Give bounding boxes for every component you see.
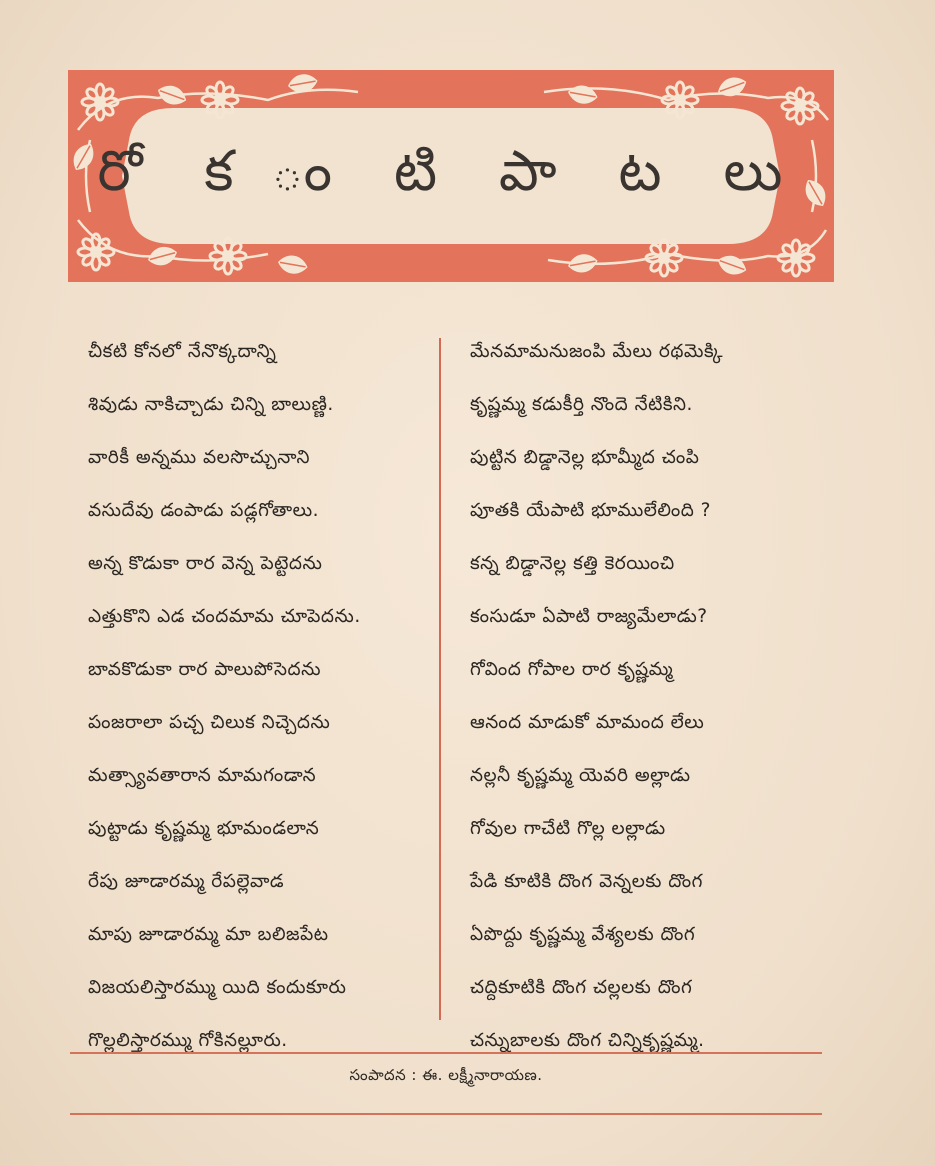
poem-line: బావకొడుకా రార పాలుపోసెదను (88, 659, 321, 680)
footer-rule-bottom (70, 1113, 822, 1115)
poem-line: పంజరాలా పచ్చ చిలుక నిచ్చెదను (88, 712, 331, 733)
footer-rule-top (70, 1052, 822, 1054)
poem-line: మేనమామనుజంపి మేలు రథమెక్కి (470, 341, 724, 362)
poem-line: గోవుల గాచేటి గొల్ల లల్లాడు (470, 818, 666, 839)
poem-line: మాపు జూడారమ్మ మా బలిజపేట (88, 924, 329, 945)
poem-column-right (470, 325, 830, 1067)
editor-credit: సంపాదన : ఈ. లక్ష్మీనారాయణ. (349, 1066, 543, 1084)
poem-line: ఆనంద మాడుకో మామంద లేలు (470, 712, 705, 733)
poem-line: పుట్టాడు కృష్ణమ్మ భూమండలాన (88, 818, 320, 839)
poem-line: ఏపొద్దు కృష్ణమ్మ వేశ్యలకు దొంగ (470, 924, 696, 945)
poem-line: ఎత్తుకొని ఎడ చందమామ చూపెదను. (88, 606, 361, 627)
poem-line: నల్లనీ కృష్ణమ్మ యెవరి అల్లాడు (470, 765, 691, 786)
column-divider (439, 338, 441, 1020)
poem-line: విజయలిస్తారమ్ము యిది కందుకూరు (88, 977, 347, 998)
poem-line: అన్న కొడుకా రార వెన్న పెట్టెదను (88, 553, 323, 574)
poem-line: చీకటి కోనలో నేనొక్కదాన్ని (88, 341, 277, 362)
title-banner (68, 70, 834, 282)
poem-line: మత్స్యావతారాన మామగండాన (88, 765, 317, 786)
poem-line: శివుడు నాకిచ్చాడు చిన్ని బాలుణ్ణి. (88, 394, 334, 415)
poem-line: గొల్లలిస్తారమ్ము గోకినల్లూరు. (88, 1030, 288, 1051)
poem-line: చన్నుబాలకు దొంగ చిన్నికృష్ణమ్మ. (470, 1030, 705, 1051)
poem-line: వసుదేవు డంపాడు పడ్లగోతాలు. (88, 500, 320, 521)
poem-line: కృష్ణమ్మ కడుకీర్తి నొందె నేటికిని. (470, 394, 693, 415)
poem-line: రేపు జూడారమ్మ రేపల్లెవాడ (88, 871, 285, 892)
poem-line: కంసుడూ ఏపాటి రాజ్యమేలాడు? (470, 606, 708, 627)
poem-column-left (88, 325, 428, 1067)
poem-line: గోవింద గోపాల రార కృష్ణమ్మ (470, 659, 674, 680)
poem-line: పూతకి యేపాటి భూములేలింది ? (470, 500, 711, 521)
poem-line: కన్న బిడ్డానెల్ల కత్తి కెరయించి (470, 553, 675, 574)
poem-line: పేడి కూటికి దొంగ వెన్నలకు దొంగ (470, 871, 703, 892)
poem-line: వారికీ అన్నము వలసొచ్చునాని (88, 447, 310, 468)
poem-line: పుట్టిన బిడ్డానెల్ల భూమ్మీద చంపి (470, 447, 700, 468)
page-title: రో క ం టి పా ట లు (97, 138, 805, 204)
poem-line: చద్దికూటికి దొంగ చల్లలకు దొంగ (470, 977, 693, 998)
